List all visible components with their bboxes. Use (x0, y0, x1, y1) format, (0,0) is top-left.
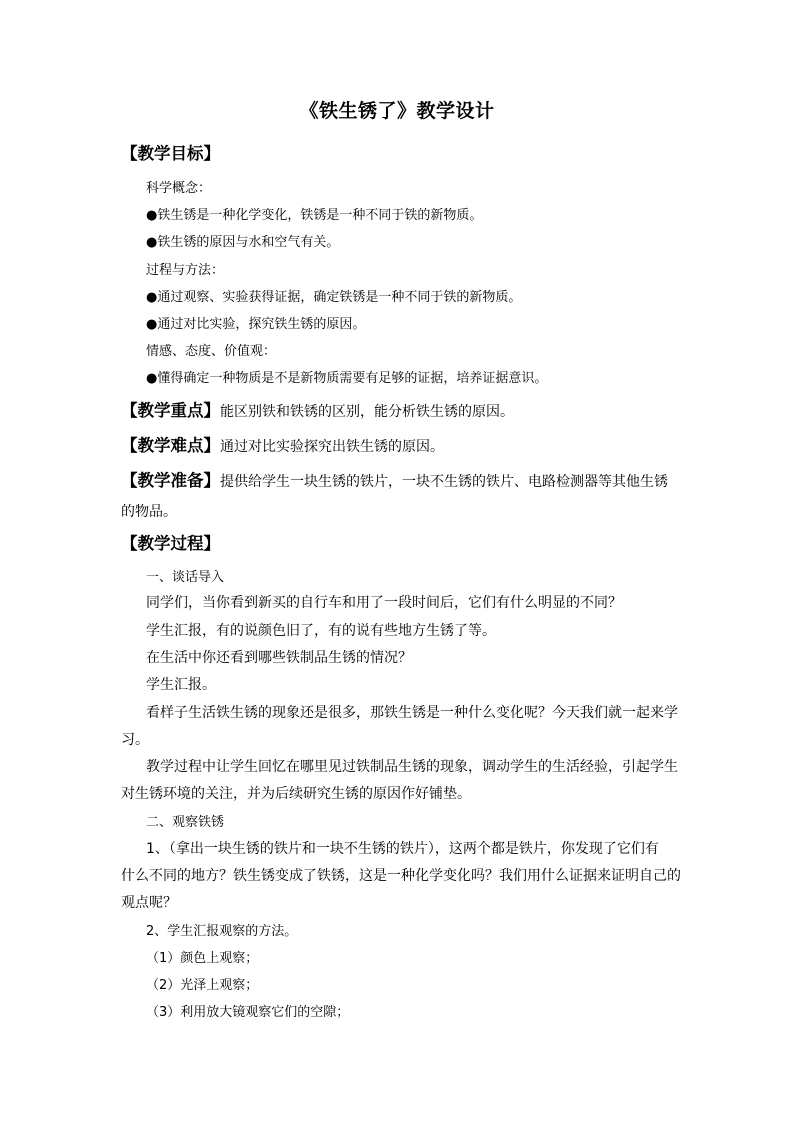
process-line: （1）颜色上观察； (146, 951, 259, 966)
attitude-item-1: ●懂得确定一种物质是不是新物质需要有足够的证据，培养证据意识。 (146, 371, 548, 386)
process-line: （2）光泽上观察； (146, 978, 259, 993)
method-label: 过程与方法： (146, 263, 225, 278)
process-line: 什么不同的地方？铁生锈变成了铁锈，这是一种化学变化吗？我们用什么证据来证明自己的 (121, 868, 681, 884)
key-point-text: 能区别铁和铁锈的区别，能分析铁生锈的原因。 (220, 404, 514, 420)
process-section-1-title: 一、谈话导入 (146, 570, 225, 585)
difficulty-text: 通过对比实验探究出铁生锈的原因。 (220, 439, 444, 455)
process-section-2-title: 二、观察铁锈 (146, 815, 225, 830)
objectives-heading: 【教学目标】 (121, 144, 220, 163)
process-line: 2、学生汇报观察的方法。 (146, 924, 298, 939)
process-line: 看样子生活铁生锈的现象还是很多，那铁生锈是一种什么变化呢？今天我们就一起来学 (146, 705, 678, 721)
process-line: 对生锈环境的关注，并为后续研究生锈的原因作好铺垫。 (121, 786, 471, 802)
process-line: 1、（拿出一块生锈的铁片和一块不生锈的铁片），这两个都是铁片，你发现了它们有 (146, 841, 659, 857)
concept-label: 科学概念： (146, 181, 212, 196)
process-line: 观点呢？ (121, 895, 177, 911)
document-title: 《铁生锈了》教学设计 (299, 100, 495, 122)
method-item-2: ●通过对比实验，探究铁生锈的原因。 (146, 317, 366, 332)
key-point-heading: 【教学重点】 (121, 401, 220, 420)
attitude-label: 情感、态度、价值观： (146, 344, 277, 359)
concept-item-2: ●铁生锈的原因与水和空气有关。 (146, 235, 340, 250)
concept-item-1: ●铁生锈是一种化学变化，铁锈是一种不同于铁的新物质。 (146, 208, 483, 223)
preparation-row (121, 467, 668, 491)
preparation-heading: 【教学准备】 (121, 471, 220, 490)
key-point-row (121, 397, 514, 421)
preparation-text-line2: 的物品。 (121, 504, 177, 520)
difficulty-row (121, 432, 444, 456)
process-line: 学生汇报。 (146, 677, 216, 693)
preparation-text-line1: 提供给学生一块生锈的铁片，一块不生锈的铁片、电路检测器等其他生锈 (220, 474, 668, 490)
process-line: 在生活中你还看到哪些铁制品生锈的情况？ (146, 650, 412, 666)
process-heading: 【教学过程】 (121, 534, 220, 553)
process-line: 教学过程中让学生回忆在哪里见过铁制品生锈的现象，调动学生的生活经验，引起学生 (146, 759, 678, 775)
process-line: 同学们，当你看到新买的自行车和用了一段时间后，它们有什么明显的不同？ (146, 595, 622, 611)
difficulty-heading: 【教学难点】 (121, 436, 220, 455)
process-line: （3）利用放大镜观察它们的空隙； (146, 1005, 350, 1020)
process-line: 学生汇报，有的说颜色旧了，有的说有些地方生锈了等。 (146, 623, 496, 639)
process-line: 习。 (121, 732, 149, 748)
method-item-1: ●通过观察、实验获得证据，确定铁锈是一种不同于铁的新物质。 (146, 290, 522, 305)
